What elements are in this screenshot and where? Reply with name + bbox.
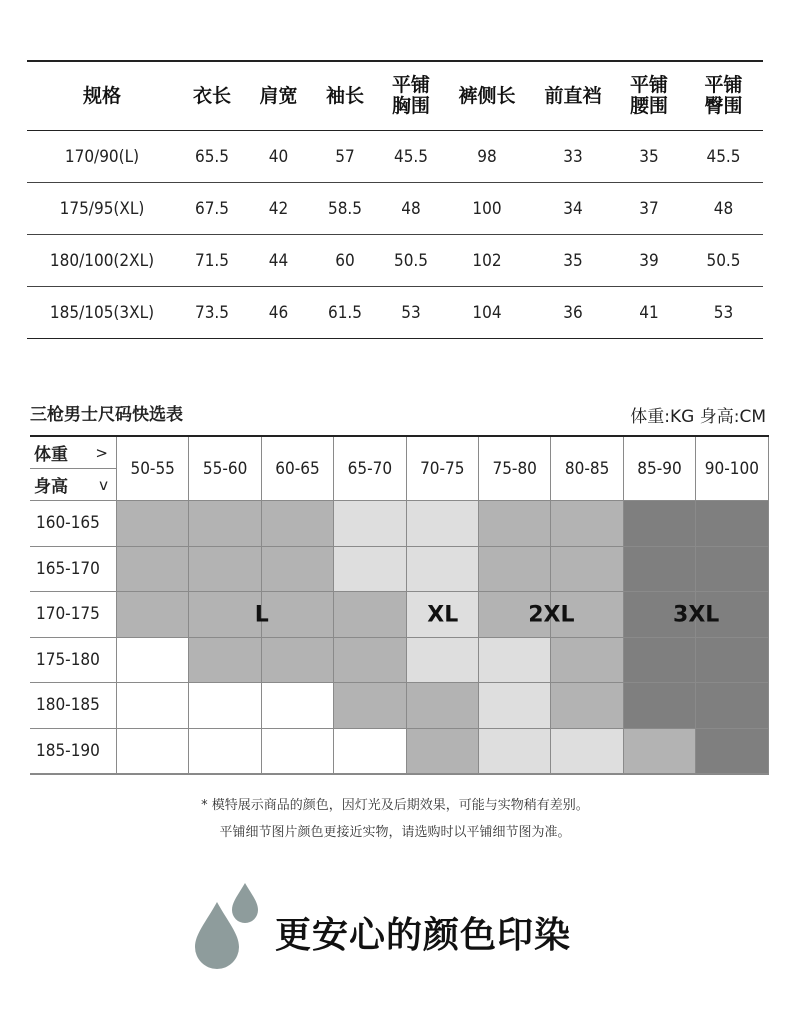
height-range-label: 175-180 xyxy=(30,638,117,684)
measure-cell: 44 xyxy=(247,235,310,287)
size-spec-body xyxy=(27,131,763,339)
weight-axis-text: 体重 xyxy=(34,445,68,465)
size-cell xyxy=(334,592,406,638)
size-cell xyxy=(334,729,406,775)
size-cell xyxy=(407,638,479,684)
spec-header-7: 平铺 腰围 xyxy=(614,61,684,131)
measure-cell: 65.5 xyxy=(177,131,247,183)
size-cell xyxy=(189,683,261,729)
weight-range-label: 80-85 xyxy=(551,437,623,501)
size-cell xyxy=(262,501,334,547)
measure-cell: 100 xyxy=(442,183,532,235)
table-row xyxy=(27,183,763,235)
spec-header-8: 平铺 臀围 xyxy=(684,61,763,131)
size-cell xyxy=(117,592,189,638)
measure-cell: 35 xyxy=(532,235,614,287)
chart-units: 体重:KG 身高:CM xyxy=(630,407,766,427)
size-cell xyxy=(407,547,479,593)
size-cell xyxy=(262,638,334,684)
size-cell xyxy=(696,547,768,593)
size-cell xyxy=(117,501,189,547)
size-cell xyxy=(189,729,261,775)
size-zone-label: 2XL xyxy=(528,602,575,628)
size-spec-header-row xyxy=(27,61,763,131)
size-zone-label: L xyxy=(254,602,269,628)
measure-cell: 33 xyxy=(532,131,614,183)
size-cell xyxy=(551,547,623,593)
measure-cell: 45.5 xyxy=(684,131,763,183)
size-cell xyxy=(117,547,189,593)
measure-cell: 35 xyxy=(614,131,684,183)
weight-range-label: 65-70 xyxy=(334,437,406,501)
measure-cell: 71.5 xyxy=(177,235,247,287)
chart-title: 三枪男士尺码快选表 xyxy=(30,405,183,425)
measure-cell: 39 xyxy=(614,235,684,287)
size-cell xyxy=(262,729,334,775)
measure-cell: 57 xyxy=(310,131,380,183)
size-cell xyxy=(334,683,406,729)
size-cell xyxy=(407,501,479,547)
measure-cell: 40 xyxy=(247,131,310,183)
measure-cell: 60 xyxy=(310,235,380,287)
height-range-label: 160-165 xyxy=(30,501,117,547)
size-cell xyxy=(696,729,768,775)
size-quick-chart xyxy=(30,437,769,775)
size-name-cell: 175/95(XL) xyxy=(27,183,177,235)
measure-cell: 50.5 xyxy=(380,235,442,287)
size-cell xyxy=(696,683,768,729)
measure-cell: 34 xyxy=(532,183,614,235)
note-line-1: * 模特展示商品的颜色，因灯光及后期效果，可能与实物稍有差别。 xyxy=(201,798,589,813)
size-cell xyxy=(624,638,696,684)
weight-range-label: 50-55 xyxy=(117,437,189,501)
size-name-cell: 170/90(L) xyxy=(27,131,177,183)
size-cell xyxy=(334,638,406,684)
size-spec-table xyxy=(27,60,763,339)
size-cell xyxy=(262,683,334,729)
size-cell xyxy=(551,638,623,684)
measure-cell: 42 xyxy=(247,183,310,235)
spec-header-3: 袖长 xyxy=(310,61,380,131)
size-cell xyxy=(551,683,623,729)
table-row xyxy=(27,287,763,339)
measure-cell: 67.5 xyxy=(177,183,247,235)
spec-header-1: 衣长 xyxy=(177,61,247,131)
size-zone-label: XL xyxy=(427,602,459,628)
size-cell xyxy=(262,592,334,638)
size-cell xyxy=(479,638,551,684)
size-cell xyxy=(189,638,261,684)
size-cell xyxy=(479,683,551,729)
size-cell xyxy=(262,547,334,593)
size-cell xyxy=(117,729,189,775)
weight-range-label: 55-60 xyxy=(189,437,261,501)
size-cell xyxy=(624,501,696,547)
height-range-label: 185-190 xyxy=(30,729,117,775)
size-name-cell: 180/100(2XL) xyxy=(27,235,177,287)
size-cell xyxy=(479,547,551,593)
size-cell xyxy=(479,501,551,547)
size-cell xyxy=(479,729,551,775)
height-axis-text: 身高 xyxy=(34,477,68,497)
size-cell xyxy=(696,501,768,547)
weight-axis-label xyxy=(30,437,116,469)
height-axis-label xyxy=(30,469,116,501)
spec-header-2: 肩宽 xyxy=(247,61,310,131)
size-cell xyxy=(189,592,261,638)
spec-header-6: 前直裆 xyxy=(532,61,614,131)
size-cell xyxy=(334,547,406,593)
size-cell xyxy=(696,638,768,684)
measure-cell: 50.5 xyxy=(684,235,763,287)
table-row xyxy=(27,235,763,287)
size-cell xyxy=(334,501,406,547)
size-cell xyxy=(117,683,189,729)
weight-range-label: 60-65 xyxy=(262,437,334,501)
weight-range-label: 90-100 xyxy=(696,437,768,501)
size-cell xyxy=(189,547,261,593)
weight-range-label: 70-75 xyxy=(407,437,479,501)
table-row xyxy=(27,131,763,183)
height-range-label: 180-185 xyxy=(30,683,117,729)
height-range-label: 165-170 xyxy=(30,547,117,593)
measure-cell: 58.5 xyxy=(310,183,380,235)
measure-cell: 53 xyxy=(684,287,763,339)
size-cell xyxy=(407,683,479,729)
right-arrow-icon: > xyxy=(95,443,108,462)
measure-cell: 102 xyxy=(442,235,532,287)
size-cell xyxy=(624,729,696,775)
size-name-cell: 185/105(3XL) xyxy=(27,287,177,339)
size-cell xyxy=(624,683,696,729)
height-range-label: 170-175 xyxy=(30,592,117,638)
size-cell xyxy=(624,547,696,593)
small-drop-icon xyxy=(232,883,258,923)
measure-cell: 73.5 xyxy=(177,287,247,339)
weight-range-label: 85-90 xyxy=(624,437,696,501)
measure-cell: 98 xyxy=(442,131,532,183)
spec-header-0: 规格 xyxy=(27,61,177,131)
measure-cell: 104 xyxy=(442,287,532,339)
size-cell xyxy=(117,638,189,684)
measure-cell: 48 xyxy=(380,183,442,235)
measure-cell: 36 xyxy=(532,287,614,339)
measure-cell: 46 xyxy=(247,287,310,339)
spec-header-5: 裤侧长 xyxy=(442,61,532,131)
measure-cell: 37 xyxy=(614,183,684,235)
measure-cell: 41 xyxy=(614,287,684,339)
size-cell xyxy=(189,501,261,547)
measure-cell: 48 xyxy=(684,183,763,235)
size-cell xyxy=(551,729,623,775)
spec-header-4: 平铺 胸围 xyxy=(380,61,442,131)
measure-cell: 53 xyxy=(380,287,442,339)
weight-range-label: 75-80 xyxy=(479,437,551,501)
measure-cell: 61.5 xyxy=(310,287,380,339)
size-cell xyxy=(407,729,479,775)
water-drops-icon xyxy=(190,880,270,970)
tagline: 更安心的颜色印染 xyxy=(275,915,572,956)
note-line-2: 平铺细节图片颜色更接近实物，请选购时以平铺细节图为准。 xyxy=(219,825,571,840)
size-cell xyxy=(551,501,623,547)
down-arrow-icon: v xyxy=(99,475,108,494)
size-zone-label: 3XL xyxy=(673,602,720,628)
measure-cell: 45.5 xyxy=(380,131,442,183)
